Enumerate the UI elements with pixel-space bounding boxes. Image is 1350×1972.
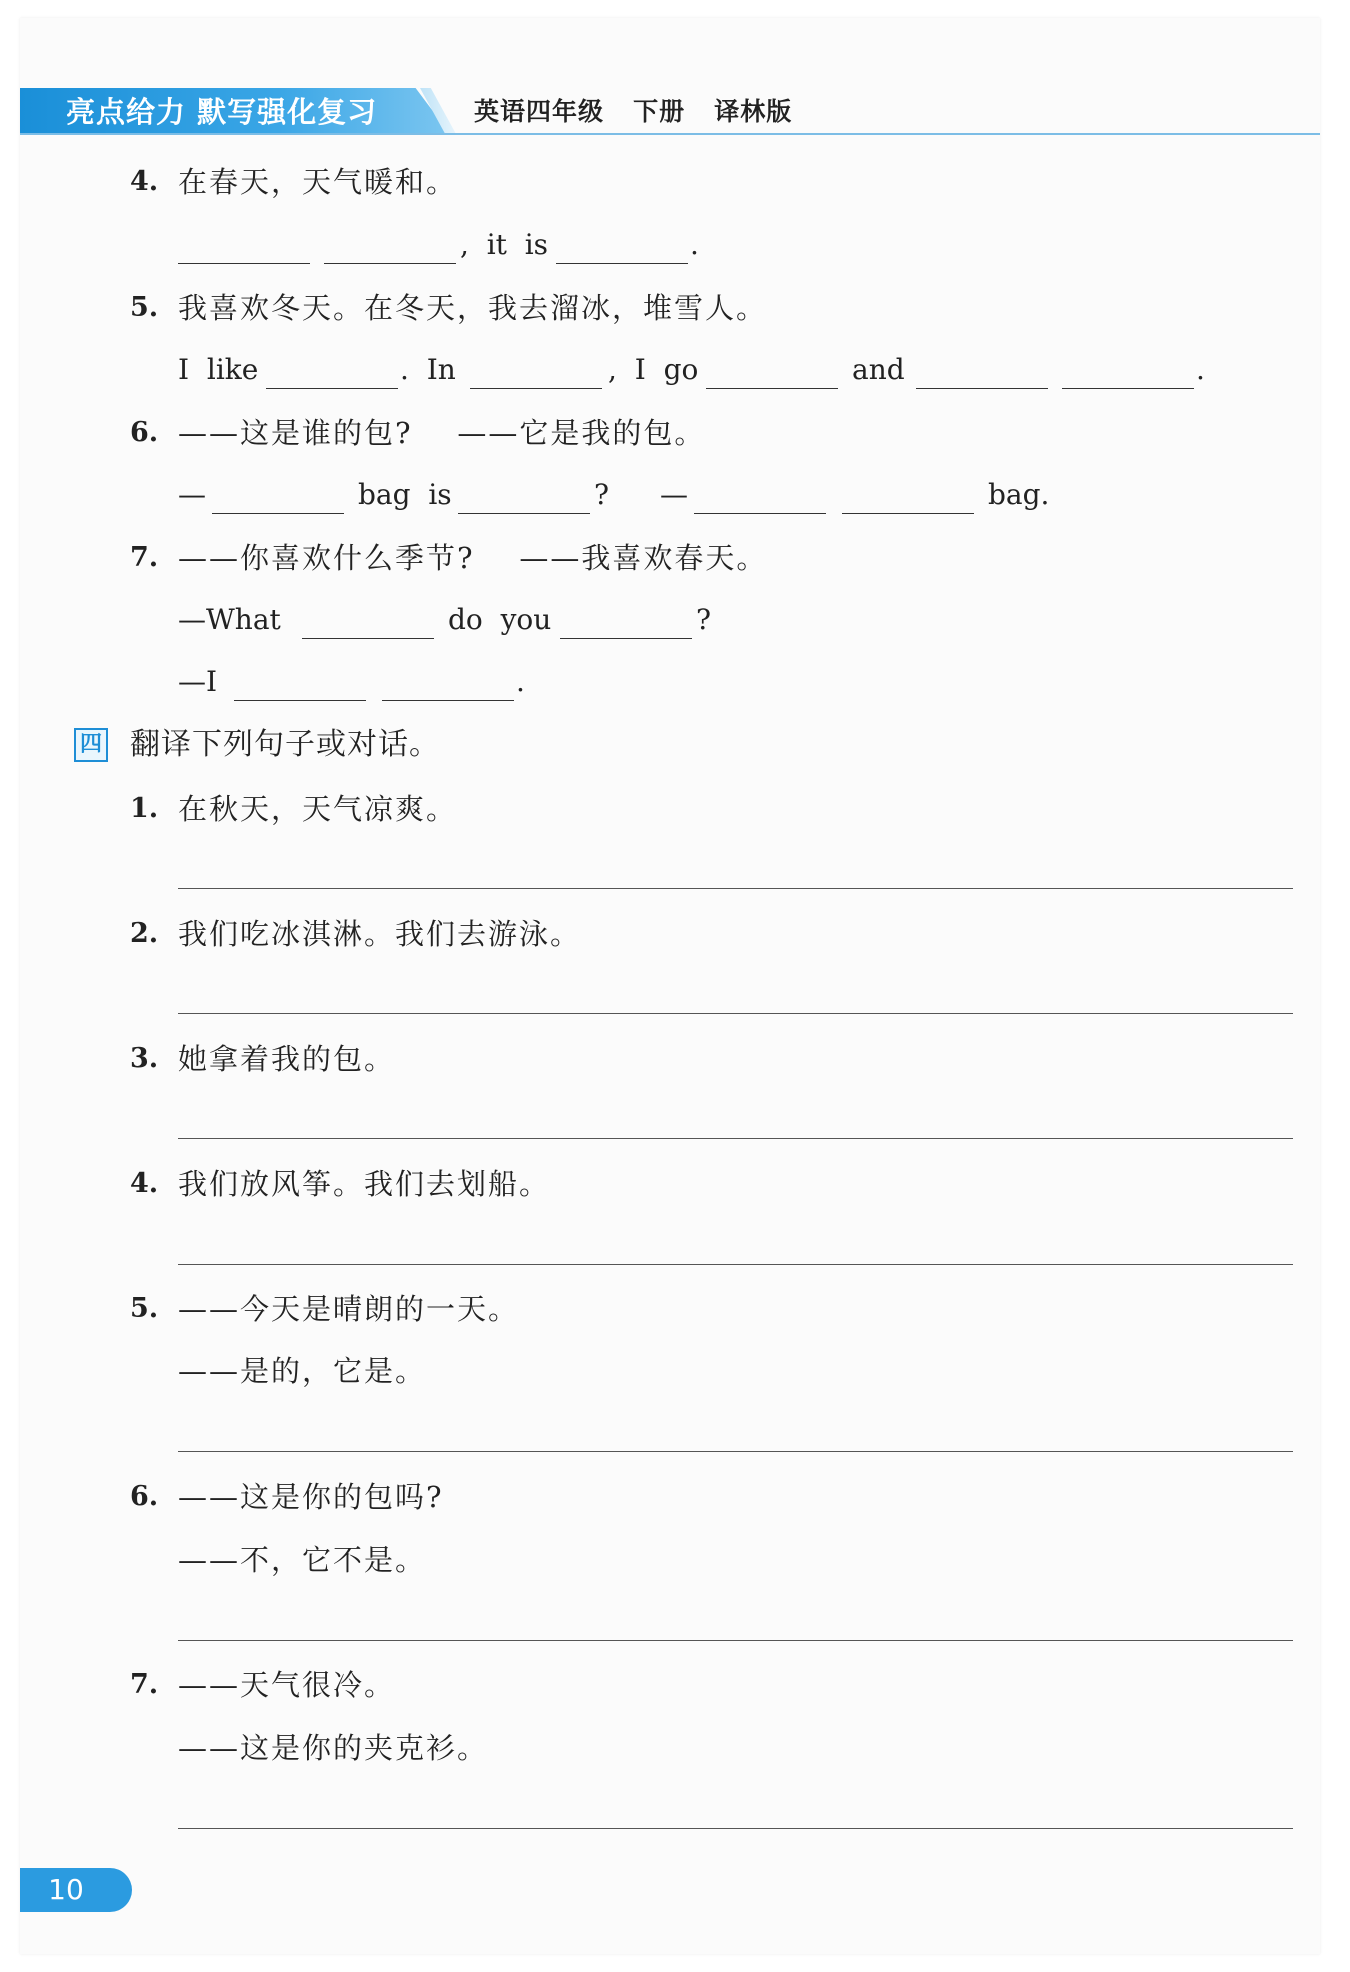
answer-blank[interactable] <box>234 699 366 701</box>
question-number: 1. <box>130 793 159 824</box>
section-title: 翻译下列句子或对话。 <box>130 727 440 762</box>
page-number: 10 <box>20 1868 132 1912</box>
sentence-fragment: bag. <box>988 478 1050 511</box>
question-prompt: 我喜欢冬天。在冬天，我去溜冰，堆雪人。 <box>178 291 768 325</box>
sentence-fragment: —What <box>178 603 281 636</box>
sentence-fragment: and <box>852 353 905 386</box>
answer-blank[interactable] <box>1062 387 1194 389</box>
sentence-fragment: — <box>178 478 206 511</box>
answer-blank[interactable] <box>694 512 826 514</box>
answer-line[interactable] <box>178 1450 1293 1452</box>
answer-line[interactable] <box>178 1827 1293 1829</box>
answer-blank[interactable] <box>470 387 602 389</box>
question-number: 7. <box>130 1669 159 1700</box>
answer-line[interactable] <box>178 1012 1293 1014</box>
answer-blank[interactable] <box>302 637 434 639</box>
question-number: 2. <box>130 918 159 949</box>
question-number: 6. <box>130 417 159 448</box>
sentence-fragment: . <box>690 228 699 261</box>
answer-blank[interactable] <box>916 387 1048 389</box>
answer-blank[interactable] <box>266 387 398 389</box>
question-number: 5. <box>130 292 159 323</box>
answer-line[interactable] <box>178 1639 1293 1641</box>
sentence-fragment: . In <box>400 353 456 386</box>
answer-line[interactable] <box>178 1137 1293 1139</box>
answer-blank[interactable] <box>324 262 456 264</box>
question-number: 3. <box>130 1043 159 1074</box>
question-prompt: 我们放风筝。我们去划船。 <box>178 1167 551 1201</box>
answer-blank[interactable] <box>178 262 310 264</box>
answer-line[interactable] <box>178 887 1293 889</box>
question-prompt-line2: ——是的，它是。 <box>178 1354 427 1388</box>
question-prompt: ——今天是晴朗的一天。 <box>178 1292 520 1326</box>
question-prompt: ——这是谁的包? ——它是我的包。 <box>178 416 706 450</box>
question-prompt: ——这是你的包吗? <box>178 1480 444 1514</box>
sentence-fragment: — <box>660 478 688 511</box>
question-prompt: 在秋天，天气凉爽。 <box>178 792 458 826</box>
sentence-fragment: , I go <box>608 353 699 386</box>
question-number: 7. <box>130 542 159 573</box>
sentence-fragment: do you <box>448 603 552 636</box>
answer-blank[interactable] <box>212 512 344 514</box>
sentence-fragment: , it is <box>460 228 549 261</box>
sentence-fragment: bag is <box>358 478 452 511</box>
sentence-fragment: ? <box>696 603 712 636</box>
question-prompt: 在春天，天气暖和。 <box>178 165 458 199</box>
question-prompt: ——天气很冷。 <box>178 1668 396 1702</box>
answer-blank[interactable] <box>382 699 514 701</box>
answer-blank[interactable] <box>556 262 688 264</box>
book-info: 英语四年级 下册 译林版 <box>474 97 793 126</box>
sentence-fragment: —I <box>178 665 218 698</box>
answer-blank[interactable] <box>560 637 692 639</box>
question-prompt: 她拿着我的包。 <box>178 1042 396 1076</box>
question-prompt-line2: ——这是你的夹克衫。 <box>178 1731 489 1765</box>
answer-blank[interactable] <box>706 387 838 389</box>
sentence-fragment: ? <box>594 478 610 511</box>
question-number: 6. <box>130 1481 159 1512</box>
answer-blank[interactable] <box>842 512 974 514</box>
section-badge: 四 <box>74 728 108 762</box>
sentence-fragment: . <box>1196 353 1205 386</box>
question-number: 4. <box>130 166 159 197</box>
question-prompt: ——你喜欢什么季节? ——我喜欢春天。 <box>178 541 768 575</box>
answer-line[interactable] <box>178 1263 1293 1265</box>
sentence-fragment: . <box>516 665 525 698</box>
series-title: 亮点给力 默写强化复习 <box>66 95 378 129</box>
question-prompt: 我们吃冰淇淋。我们去游泳。 <box>178 917 582 951</box>
question-number: 5. <box>130 1293 159 1324</box>
question-prompt-line2: ——不，它不是。 <box>178 1543 427 1577</box>
answer-blank[interactable] <box>458 512 590 514</box>
question-number: 4. <box>130 1168 159 1199</box>
header-rule <box>20 133 1320 135</box>
sentence-fragment: I like <box>178 353 259 386</box>
